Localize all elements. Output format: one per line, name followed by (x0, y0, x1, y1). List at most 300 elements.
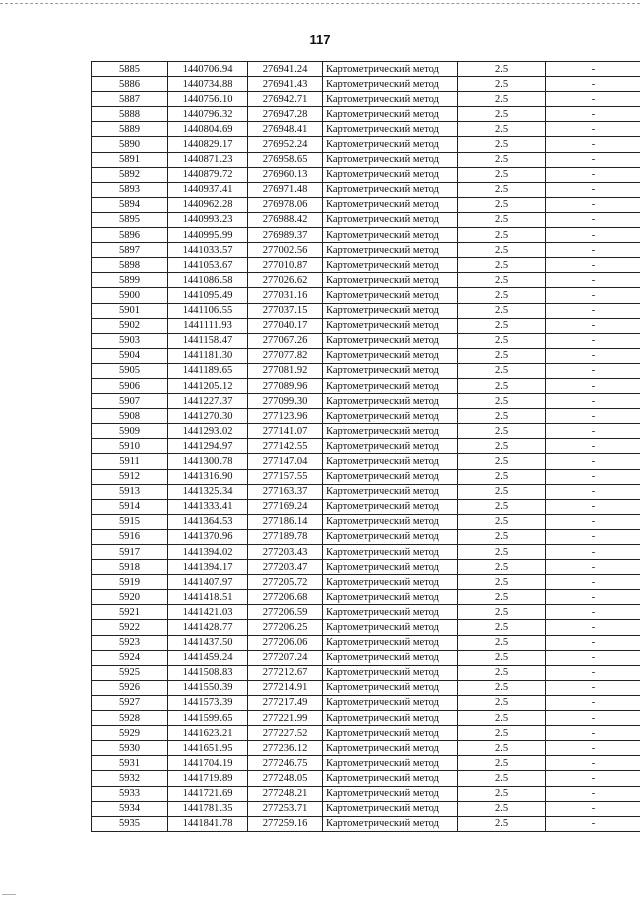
accuracy-cell: 2.5 (458, 786, 546, 801)
x-coordinate-cell: 1440871.23 (168, 152, 248, 167)
x-coordinate-cell: 1441623.21 (168, 726, 248, 741)
note-cell: - (546, 590, 640, 605)
accuracy-cell: 2.5 (458, 197, 546, 212)
point-number-cell: 5933 (92, 786, 168, 801)
x-coordinate-cell: 1440756.10 (168, 92, 248, 107)
x-coordinate-cell: 1440829.17 (168, 137, 248, 152)
accuracy-cell: 2.5 (458, 484, 546, 499)
x-coordinate-cell: 1441270.30 (168, 409, 248, 424)
point-number-cell: 5906 (92, 378, 168, 393)
method-cell: Картометрический метод (323, 545, 458, 560)
y-coordinate-cell: 277040.17 (248, 318, 323, 333)
y-coordinate-cell: 277203.43 (248, 545, 323, 560)
method-cell: Картометрический метод (323, 741, 458, 756)
y-coordinate-cell: 277248.21 (248, 786, 323, 801)
y-coordinate-cell: 277221.99 (248, 711, 323, 726)
accuracy-cell: 2.5 (458, 575, 546, 590)
point-number-cell: 5885 (92, 62, 168, 77)
accuracy-cell: 2.5 (458, 333, 546, 348)
y-coordinate-cell: 277253.71 (248, 801, 323, 816)
y-coordinate-cell: 277089.96 (248, 378, 323, 393)
accuracy-cell: 2.5 (458, 62, 546, 77)
method-cell: Картометрический метод (323, 258, 458, 273)
coordinates-table (91, 61, 640, 832)
y-coordinate-cell: 277189.78 (248, 529, 323, 544)
x-coordinate-cell: 1441033.57 (168, 243, 248, 258)
table-row (92, 650, 640, 665)
accuracy-cell: 2.5 (458, 303, 546, 318)
note-cell: - (546, 514, 640, 529)
y-coordinate-cell: 277037.15 (248, 303, 323, 318)
note-cell: - (546, 620, 640, 635)
x-coordinate-cell: 1440804.69 (168, 122, 248, 137)
x-coordinate-cell: 1440879.72 (168, 167, 248, 182)
method-cell: Картометрический метод (323, 514, 458, 529)
table-row (92, 484, 640, 499)
accuracy-cell: 2.5 (458, 605, 546, 620)
table-row (92, 363, 640, 378)
table-row (92, 182, 640, 197)
note-cell: - (546, 258, 640, 273)
note-cell: - (546, 635, 640, 650)
point-number-cell: 5886 (92, 77, 168, 92)
y-coordinate-cell: 276941.43 (248, 77, 323, 92)
x-coordinate-cell: 1441158.47 (168, 333, 248, 348)
accuracy-cell: 2.5 (458, 650, 546, 665)
accuracy-cell: 2.5 (458, 167, 546, 182)
coordinates-table-body (92, 62, 640, 832)
y-coordinate-cell: 277147.04 (248, 454, 323, 469)
x-coordinate-cell: 1440962.28 (168, 197, 248, 212)
note-cell: - (546, 409, 640, 424)
accuracy-cell: 2.5 (458, 499, 546, 514)
method-cell: Картометрический метод (323, 711, 458, 726)
x-coordinate-cell: 1441573.39 (168, 695, 248, 710)
point-number-cell: 5899 (92, 273, 168, 288)
accuracy-cell: 2.5 (458, 665, 546, 680)
table-row (92, 575, 640, 590)
y-coordinate-cell: 277212.67 (248, 665, 323, 680)
point-number-cell: 5928 (92, 711, 168, 726)
x-coordinate-cell: 1441106.55 (168, 303, 248, 318)
table-row (92, 122, 640, 137)
point-number-cell: 5934 (92, 801, 168, 816)
method-cell: Картометрический метод (323, 318, 458, 333)
table-row (92, 454, 640, 469)
point-number-cell: 5905 (92, 363, 168, 378)
note-cell: - (546, 273, 640, 288)
y-coordinate-cell: 277157.55 (248, 469, 323, 484)
x-coordinate-cell: 1440995.99 (168, 228, 248, 243)
x-coordinate-cell: 1441333.41 (168, 499, 248, 514)
accuracy-cell: 2.5 (458, 816, 546, 831)
x-coordinate-cell: 1441189.65 (168, 363, 248, 378)
table-row (92, 801, 640, 816)
table-row (92, 680, 640, 695)
table-row (92, 409, 640, 424)
point-number-cell: 5893 (92, 182, 168, 197)
y-coordinate-cell: 277206.06 (248, 635, 323, 650)
accuracy-cell: 2.5 (458, 378, 546, 393)
point-number-cell: 5887 (92, 92, 168, 107)
note-cell: - (546, 605, 640, 620)
x-coordinate-cell: 1441719.89 (168, 771, 248, 786)
table-row (92, 303, 640, 318)
table-row (92, 695, 640, 710)
method-cell: Картометрический метод (323, 635, 458, 650)
method-cell: Картометрический метод (323, 409, 458, 424)
note-cell: - (546, 424, 640, 439)
method-cell: Картометрический метод (323, 243, 458, 258)
accuracy-cell: 2.5 (458, 741, 546, 756)
method-cell: Картометрический метод (323, 62, 458, 77)
accuracy-cell: 2.5 (458, 273, 546, 288)
x-coordinate-cell: 1441364.53 (168, 514, 248, 529)
accuracy-cell: 2.5 (458, 152, 546, 167)
x-coordinate-cell: 1441053.67 (168, 258, 248, 273)
point-number-cell: 5935 (92, 816, 168, 831)
table-row (92, 711, 640, 726)
table-row (92, 499, 640, 514)
method-cell: Картометрический метод (323, 560, 458, 575)
table-row (92, 258, 640, 273)
table-row (92, 318, 640, 333)
accuracy-cell: 2.5 (458, 363, 546, 378)
note-cell: - (546, 484, 640, 499)
method-cell: Картометрический метод (323, 152, 458, 167)
table-row (92, 92, 640, 107)
x-coordinate-cell: 1441421.03 (168, 605, 248, 620)
y-coordinate-cell: 277142.55 (248, 439, 323, 454)
x-coordinate-cell: 1441181.30 (168, 348, 248, 363)
point-number-cell: 5922 (92, 620, 168, 635)
method-cell: Картометрический метод (323, 695, 458, 710)
table-row (92, 348, 640, 363)
accuracy-cell: 2.5 (458, 801, 546, 816)
x-coordinate-cell: 1441459.24 (168, 650, 248, 665)
point-number-cell: 5916 (92, 529, 168, 544)
note-cell: - (546, 318, 640, 333)
table-row (92, 394, 640, 409)
method-cell: Картометрический метод (323, 378, 458, 393)
x-coordinate-cell: 1441704.19 (168, 756, 248, 771)
point-number-cell: 5913 (92, 484, 168, 499)
x-coordinate-cell: 1441418.51 (168, 590, 248, 605)
method-cell: Картометрический метод (323, 288, 458, 303)
accuracy-cell: 2.5 (458, 711, 546, 726)
x-coordinate-cell: 1441095.49 (168, 288, 248, 303)
point-number-cell: 5912 (92, 469, 168, 484)
note-cell: - (546, 348, 640, 363)
x-coordinate-cell: 1440993.23 (168, 212, 248, 227)
point-number-cell: 5927 (92, 695, 168, 710)
y-coordinate-cell: 277206.25 (248, 620, 323, 635)
accuracy-cell: 2.5 (458, 529, 546, 544)
point-number-cell: 5926 (92, 680, 168, 695)
note-cell: - (546, 499, 640, 514)
accuracy-cell: 2.5 (458, 560, 546, 575)
x-coordinate-cell: 1441721.69 (168, 786, 248, 801)
accuracy-cell: 2.5 (458, 228, 546, 243)
x-coordinate-cell: 1441294.97 (168, 439, 248, 454)
accuracy-cell: 2.5 (458, 243, 546, 258)
y-coordinate-cell: 276988.42 (248, 212, 323, 227)
x-coordinate-cell: 1441111.93 (168, 318, 248, 333)
accuracy-cell: 2.5 (458, 394, 546, 409)
accuracy-cell: 2.5 (458, 469, 546, 484)
point-number-cell: 5908 (92, 409, 168, 424)
table-row (92, 665, 640, 680)
table-row (92, 152, 640, 167)
table-row (92, 228, 640, 243)
point-number-cell: 5920 (92, 590, 168, 605)
point-number-cell: 5907 (92, 394, 168, 409)
y-coordinate-cell: 277081.92 (248, 363, 323, 378)
x-coordinate-cell: 1441205.12 (168, 378, 248, 393)
method-cell: Картометрический метод (323, 122, 458, 137)
point-number-cell: 5919 (92, 575, 168, 590)
note-cell: - (546, 378, 640, 393)
point-number-cell: 5897 (92, 243, 168, 258)
point-number-cell: 5915 (92, 514, 168, 529)
note-cell: - (546, 560, 640, 575)
note-cell: - (546, 92, 640, 107)
y-coordinate-cell: 277002.56 (248, 243, 323, 258)
y-coordinate-cell: 277067.26 (248, 333, 323, 348)
y-coordinate-cell: 276942.71 (248, 92, 323, 107)
note-cell: - (546, 137, 640, 152)
note-cell: - (546, 439, 640, 454)
note-cell: - (546, 665, 640, 680)
method-cell: Картометрический метод (323, 801, 458, 816)
y-coordinate-cell: 277236.12 (248, 741, 323, 756)
point-number-cell: 5889 (92, 122, 168, 137)
accuracy-cell: 2.5 (458, 424, 546, 439)
note-cell: - (546, 107, 640, 122)
method-cell: Картометрический метод (323, 771, 458, 786)
y-coordinate-cell: 277163.37 (248, 484, 323, 499)
y-coordinate-cell: 277123.96 (248, 409, 323, 424)
accuracy-cell: 2.5 (458, 288, 546, 303)
note-cell: - (546, 243, 640, 258)
point-number-cell: 5895 (92, 212, 168, 227)
table-row (92, 771, 640, 786)
y-coordinate-cell: 277207.24 (248, 650, 323, 665)
y-coordinate-cell: 276948.41 (248, 122, 323, 137)
x-coordinate-cell: 1440734.88 (168, 77, 248, 92)
y-coordinate-cell: 276958.65 (248, 152, 323, 167)
table-row (92, 167, 640, 182)
point-number-cell: 5930 (92, 741, 168, 756)
table-row (92, 273, 640, 288)
x-coordinate-cell: 1441325.34 (168, 484, 248, 499)
x-coordinate-cell: 1440706.94 (168, 62, 248, 77)
accuracy-cell: 2.5 (458, 137, 546, 152)
accuracy-cell: 2.5 (458, 590, 546, 605)
page-number: 117 (309, 32, 331, 47)
point-number-cell: 5909 (92, 424, 168, 439)
method-cell: Картометрический метод (323, 650, 458, 665)
method-cell: Картометрический метод (323, 484, 458, 499)
point-number-cell: 5903 (92, 333, 168, 348)
note-cell: - (546, 545, 640, 560)
accuracy-cell: 2.5 (458, 726, 546, 741)
method-cell: Картометрический метод (323, 348, 458, 363)
table-row (92, 605, 640, 620)
note-cell: - (546, 62, 640, 77)
y-coordinate-cell: 276978.06 (248, 197, 323, 212)
method-cell: Картометрический метод (323, 680, 458, 695)
y-coordinate-cell: 277206.68 (248, 590, 323, 605)
accuracy-cell: 2.5 (458, 107, 546, 122)
method-cell: Картометрический метод (323, 212, 458, 227)
point-number-cell: 5898 (92, 258, 168, 273)
note-cell: - (546, 288, 640, 303)
point-number-cell: 5891 (92, 152, 168, 167)
method-cell: Картометрический метод (323, 333, 458, 348)
point-number-cell: 5914 (92, 499, 168, 514)
note-cell: - (546, 363, 640, 378)
accuracy-cell: 2.5 (458, 454, 546, 469)
y-coordinate-cell: 277169.24 (248, 499, 323, 514)
note-cell: - (546, 212, 640, 227)
y-coordinate-cell: 276989.37 (248, 228, 323, 243)
point-number-cell: 5931 (92, 756, 168, 771)
y-coordinate-cell: 277246.75 (248, 756, 323, 771)
point-number-cell: 5925 (92, 665, 168, 680)
method-cell: Картометрический метод (323, 726, 458, 741)
y-coordinate-cell: 277259.16 (248, 816, 323, 831)
table-row (92, 786, 640, 801)
accuracy-cell: 2.5 (458, 514, 546, 529)
x-coordinate-cell: 1441394.17 (168, 560, 248, 575)
y-coordinate-cell: 277186.14 (248, 514, 323, 529)
accuracy-cell: 2.5 (458, 348, 546, 363)
note-cell: - (546, 801, 640, 816)
x-coordinate-cell: 1441550.39 (168, 680, 248, 695)
method-cell: Картометрический метод (323, 605, 458, 620)
method-cell: Картометрический метод (323, 499, 458, 514)
table-row (92, 741, 640, 756)
note-cell: - (546, 77, 640, 92)
point-number-cell: 5890 (92, 137, 168, 152)
point-number-cell: 5924 (92, 650, 168, 665)
method-cell: Картометрический метод (323, 816, 458, 831)
x-coordinate-cell: 1441227.37 (168, 394, 248, 409)
method-cell: Картометрический метод (323, 620, 458, 635)
y-coordinate-cell: 277026.62 (248, 273, 323, 288)
note-cell: - (546, 167, 640, 182)
x-coordinate-cell: 1441841.78 (168, 816, 248, 831)
accuracy-cell: 2.5 (458, 756, 546, 771)
table-row (92, 726, 640, 741)
note-cell: - (546, 741, 640, 756)
table-row (92, 378, 640, 393)
x-coordinate-cell: 1441599.65 (168, 711, 248, 726)
point-number-cell: 5918 (92, 560, 168, 575)
method-cell: Картометрический метод (323, 424, 458, 439)
y-coordinate-cell: 277217.49 (248, 695, 323, 710)
note-cell: - (546, 816, 640, 831)
point-number-cell: 5921 (92, 605, 168, 620)
note-cell: - (546, 394, 640, 409)
note-cell: - (546, 575, 640, 590)
point-number-cell: 5902 (92, 318, 168, 333)
accuracy-cell: 2.5 (458, 680, 546, 695)
y-coordinate-cell: 276952.24 (248, 137, 323, 152)
y-coordinate-cell: 277214.91 (248, 680, 323, 695)
note-cell: - (546, 786, 640, 801)
table-row (92, 243, 640, 258)
x-coordinate-cell: 1441316.90 (168, 469, 248, 484)
x-coordinate-cell: 1441651.95 (168, 741, 248, 756)
scan-corner-mark (2, 894, 16, 895)
x-coordinate-cell: 1441086.58 (168, 273, 248, 288)
y-coordinate-cell: 277203.47 (248, 560, 323, 575)
method-cell: Картометрический метод (323, 137, 458, 152)
table-row (92, 137, 640, 152)
accuracy-cell: 2.5 (458, 212, 546, 227)
table-row (92, 514, 640, 529)
x-coordinate-cell: 1441394.02 (168, 545, 248, 560)
point-number-cell: 5929 (92, 726, 168, 741)
x-coordinate-cell: 1440937.41 (168, 182, 248, 197)
point-number-cell: 5904 (92, 348, 168, 363)
method-cell: Картометрический метод (323, 786, 458, 801)
table-row (92, 288, 640, 303)
table-row (92, 439, 640, 454)
table-row (92, 816, 640, 831)
note-cell: - (546, 650, 640, 665)
method-cell: Картометрический метод (323, 575, 458, 590)
x-coordinate-cell: 1441437.50 (168, 635, 248, 650)
table-row (92, 529, 640, 544)
note-cell: - (546, 771, 640, 786)
point-number-cell: 5901 (92, 303, 168, 318)
accuracy-cell: 2.5 (458, 695, 546, 710)
point-number-cell: 5894 (92, 197, 168, 212)
x-coordinate-cell: 1441300.78 (168, 454, 248, 469)
table-row (92, 424, 640, 439)
point-number-cell: 5910 (92, 439, 168, 454)
table-row (92, 62, 640, 77)
accuracy-cell: 2.5 (458, 92, 546, 107)
method-cell: Картометрический метод (323, 303, 458, 318)
point-number-cell: 5932 (92, 771, 168, 786)
note-cell: - (546, 122, 640, 137)
table-row (92, 77, 640, 92)
table-row (92, 560, 640, 575)
note-cell: - (546, 228, 640, 243)
y-coordinate-cell: 276947.28 (248, 107, 323, 122)
accuracy-cell: 2.5 (458, 318, 546, 333)
method-cell: Картометрический метод (323, 167, 458, 182)
note-cell: - (546, 469, 640, 484)
x-coordinate-cell: 1441293.02 (168, 424, 248, 439)
x-coordinate-cell: 1441428.77 (168, 620, 248, 635)
point-number-cell: 5911 (92, 454, 168, 469)
accuracy-cell: 2.5 (458, 409, 546, 424)
x-coordinate-cell: 1441370.96 (168, 529, 248, 544)
accuracy-cell: 2.5 (458, 77, 546, 92)
y-coordinate-cell: 276971.48 (248, 182, 323, 197)
table-row (92, 469, 640, 484)
point-number-cell: 5896 (92, 228, 168, 243)
x-coordinate-cell: 1441508.83 (168, 665, 248, 680)
note-cell: - (546, 756, 640, 771)
note-cell: - (546, 152, 640, 167)
y-coordinate-cell: 276941.24 (248, 62, 323, 77)
